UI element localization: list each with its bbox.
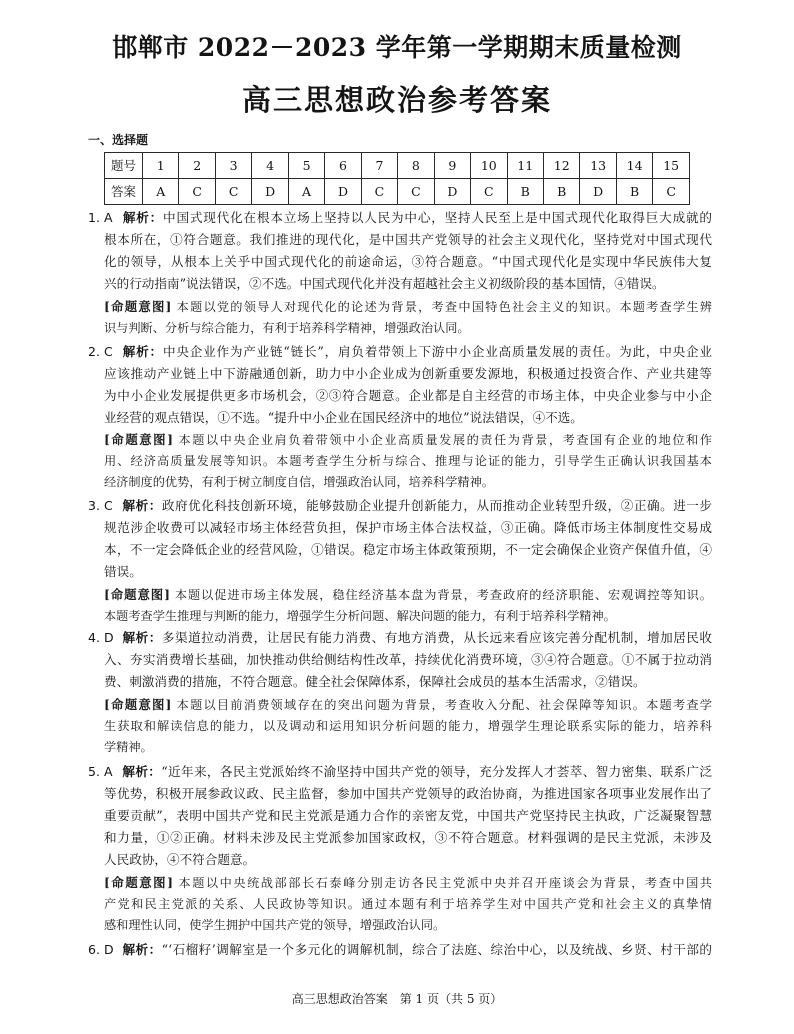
analysis-line: 错误。 xyxy=(104,564,142,579)
analysis-line: 等优势，积极开展参政议政、民主监督，参加中国共产党领导的政治协商，为推进国家各项事业发展作出了 xyxy=(104,786,712,801)
analysis-line xyxy=(88,939,712,961)
intent-text: 本题以中央企业肩负着带领中小企业高质量发展的责任为背景，考查国有企业的地位和作 xyxy=(176,433,712,447)
table-cell: 1 xyxy=(143,153,179,179)
analysis-label: 解析： xyxy=(122,210,164,225)
table-cell: B xyxy=(507,179,543,205)
answer-letter: C xyxy=(103,498,113,513)
table-cell: C xyxy=(471,179,507,205)
question-number xyxy=(88,939,122,961)
table-cell: 12 xyxy=(543,153,579,179)
analysis-line: 费、刺激消费的措施，不符合题意。健全社会保障体系，保障社会成员的基本生活需求，②错误。 xyxy=(104,674,646,689)
analysis-label: 解析： xyxy=(122,764,162,779)
question-number xyxy=(88,207,122,229)
intent-line: 经济制度的优势，有利于树立制度自信，增强政治认同，培养科学精神。 xyxy=(104,475,494,489)
table-cell: 14 xyxy=(616,153,652,179)
number: 3. xyxy=(88,498,100,513)
table-cell: 6 xyxy=(325,153,361,179)
question-number xyxy=(88,341,122,363)
q1-intent xyxy=(104,296,712,339)
analysis-line: 重要贡献”，表明中国共产党和民主党派是通力合作的亲密友党，中国共产党坚持民主执政，广泛凝聚智慧 xyxy=(104,808,712,823)
question-number xyxy=(88,627,122,649)
table-cell: 10 xyxy=(471,153,507,179)
answer-letter: D xyxy=(103,630,114,645)
analysis-line xyxy=(88,341,712,363)
intent-line xyxy=(104,429,712,451)
q3-analysis xyxy=(88,495,712,583)
analysis-text: 多渠道拉动消费，让居民有能力消费、有地方消费，从长远来看应该完善分配机制，增加居民收 xyxy=(161,630,712,645)
analysis-label: 解析： xyxy=(122,942,162,957)
question-number xyxy=(88,495,122,517)
table-cell: C xyxy=(361,179,397,205)
analysis-text: “‘石榴籽’调解室是一个多元化的调解机制，综合了法庭、综治中心，以及统战、乡贤、村干部的 xyxy=(161,942,712,957)
answer-letter: D xyxy=(103,942,114,957)
answer-letter: A xyxy=(103,764,113,779)
intent-line: 识与判断、分析与综合能力，有利于培养科学精神，增强政治认同。 xyxy=(104,320,470,335)
table-cell: 13 xyxy=(580,153,616,179)
answer-letter: A xyxy=(103,210,113,225)
table-cell: 11 xyxy=(507,153,543,179)
table-cell: D xyxy=(325,179,361,205)
q4-analysis xyxy=(88,627,712,693)
analysis-line: 化的领导，从根本上关乎中国式现代化的前途命运，③符合题意。“中国式现代化是实现中华民族伟大复 xyxy=(104,254,712,269)
intent-text: 本题以促进市场主体发展，稳住经济基本盘为背景，考查政府的经济职能、宏观调控等知识。 xyxy=(173,588,712,602)
analysis-line: 应该推动产业链上中下游融通创新，助力中小企业成为创新重要发源地，积极通过投资合作、产业共建等 xyxy=(104,366,712,381)
intent-line: 生获取和解读信息的能力，以及调动和运用知识分析问题的能力，增强学生理论联系实际的能力，培养科 xyxy=(104,718,712,733)
number: 5. xyxy=(88,764,100,779)
page-footer: 高三思想政治答案 第 1 页（共 5 页） xyxy=(291,992,503,1006)
intent-line xyxy=(104,872,712,894)
table-cell: 5 xyxy=(288,153,324,179)
analysis-text: “近年来，各民主党派始终不渝坚持中国共产党的领导，充分发挥人才荟萃、智力密集、联系广泛 xyxy=(161,764,712,779)
document-subtitle: 高三思想政治参考答案 xyxy=(241,83,552,117)
table-cell: D xyxy=(580,179,616,205)
analysis-label: 解析： xyxy=(122,344,163,359)
table-cell: 7 xyxy=(361,153,397,179)
section-title: 一、选择题 xyxy=(88,133,149,147)
q1-analysis xyxy=(88,207,712,295)
intent-line xyxy=(104,296,712,318)
analysis-label: 解析： xyxy=(122,498,162,513)
table-cell: C xyxy=(653,179,690,205)
intent-text: 本题以目前消费领域存在的突出问题为背景，考查收入分配、社会保障等知识。本题考查学 xyxy=(175,698,712,712)
analysis-line xyxy=(88,761,712,783)
answer-letter: C xyxy=(103,344,113,359)
row-label: 题号 xyxy=(105,153,143,179)
table-cell: C xyxy=(215,179,251,205)
table-cell: 2 xyxy=(179,153,215,179)
number: 1. xyxy=(88,210,100,225)
table-cell: D xyxy=(252,179,288,205)
analysis-text: 中央企业作为产业链“链长”，肩负着带领上下游中小企业高质量发展的责任。为此，中央企业 xyxy=(162,344,712,359)
q5-analysis xyxy=(88,761,712,871)
number: 6. xyxy=(88,942,100,957)
analysis-line: 业经营的观点错误，①不选。“提升中小企业在国民经济中的地位”说法错误，④不选。 xyxy=(104,410,583,425)
analysis-text: 政府优化科技创新环境，能够鼓励企业提升创新能力，从而推动企业转型升级，②正确。进一步 xyxy=(161,498,712,513)
analysis-line: 根本所在，①符合题意。我们推进的现代化，是中国共产党领导的社会主义现代化，坚持党对中国式现代 xyxy=(104,232,712,247)
analysis-line xyxy=(88,627,712,649)
question-number-row xyxy=(105,153,690,179)
q2-analysis xyxy=(88,341,712,429)
q5-intent xyxy=(104,872,712,937)
analysis-line: 为中小企业发展提供更多市场机会，②③符合题意。企业都是自主经营的市场主体，中央企业参与中小企 xyxy=(104,388,712,403)
intent-line: 感和理性认同，使学生拥护中国共产党的领导，增强政治认同。 xyxy=(104,918,446,932)
q3-intent xyxy=(104,584,712,627)
analysis-line: 兴的行动指南”说法错误，②不选。中国式现代化并没有超越社会主义初级阶段的基本国情，④错误。 xyxy=(104,276,665,291)
intent-label: [命题意图] xyxy=(104,697,172,712)
table-cell: A xyxy=(288,179,324,205)
intent-label: [命题意图] xyxy=(104,432,173,447)
intent-label: [命题意图] xyxy=(104,299,172,314)
intent-line xyxy=(104,694,712,716)
table-cell: 4 xyxy=(252,153,288,179)
analysis-line xyxy=(88,495,712,517)
table-cell: B xyxy=(543,179,579,205)
intent-label: [命题意图] xyxy=(104,587,170,602)
intent-line: 用、经济高质量发展等知识。本题考查学生分析与综合、推理与论证的能力，引导学生正确认识我国基本 xyxy=(104,453,712,468)
analysis-line: 入、夯实消费增长基础，加快推动供给侧结构性改革，持续优化消费环境，③④符合题意。①不属于拉动消 xyxy=(104,652,712,667)
intent-label: [命题意图] xyxy=(104,875,173,890)
answer-table xyxy=(104,152,690,205)
analysis-line xyxy=(88,207,712,229)
q6-analysis xyxy=(88,939,712,961)
analysis-line: 本，不一定会降低企业的经营风险，①错误。稳定市场主体政策预期，不一定会确保企业资产保值升值，④ xyxy=(104,542,712,557)
table-cell: D xyxy=(434,179,470,205)
table-cell: 15 xyxy=(653,153,690,179)
intent-text: 本题以党的领导人对现代化的论述为背景，考查中国特色社会主义的知识。本题考查学生辨 xyxy=(175,300,712,314)
row-label: 答案 xyxy=(105,179,143,205)
analysis-text: 中国式现代化在根本立场上坚持以人民为中心，坚持人民至上是中国式现代化取得巨大成就的 xyxy=(163,210,712,225)
intent-line: 学精神。 xyxy=(104,740,153,754)
analysis-label: 解析： xyxy=(122,630,162,645)
table-cell: C xyxy=(398,179,434,205)
intent-line xyxy=(104,584,712,606)
number: 2. xyxy=(88,344,100,359)
answer-row xyxy=(105,179,690,205)
table-cell: 9 xyxy=(434,153,470,179)
analysis-line: 和力量，①②正确。材料未涉及民主党派参加国家政权，③不符合题意。材料强调的是民主党派，未涉及 xyxy=(104,830,712,845)
table-cell: B xyxy=(616,179,652,205)
table-cell: A xyxy=(143,179,179,205)
intent-line: 本题考查学生推理与判断的能力，增强学生分析问题、解决问题的能力，有利于培养科学精神。 xyxy=(104,608,616,623)
q2-intent xyxy=(104,429,712,494)
document-title: 邯郸市 2022－2023 学年第一学期期末质量检测 xyxy=(112,33,682,62)
analysis-line: 规范涉企收费可以减轻市场主体经营负担，保护市场主体合法权益，③正确。降低市场主体制度性交易成 xyxy=(104,520,712,535)
table-cell: C xyxy=(179,179,215,205)
q4-intent xyxy=(104,694,712,759)
analysis-line: 人民政协，④不符合题意。 xyxy=(104,852,256,867)
intent-line: 产党和民主党派的关系、人民政协等知识。通过本题有利于培养学生对中国共产党和社会主义的真挚情 xyxy=(104,896,712,911)
table-cell: 8 xyxy=(398,153,434,179)
question-number xyxy=(88,761,122,783)
intent-text: 本题以中央统战部部长石泰峰分别走访各民主党派中央并召开座谈会为背景，考查中国共 xyxy=(176,876,712,890)
table-cell: 3 xyxy=(215,153,251,179)
number: 4. xyxy=(88,630,100,645)
